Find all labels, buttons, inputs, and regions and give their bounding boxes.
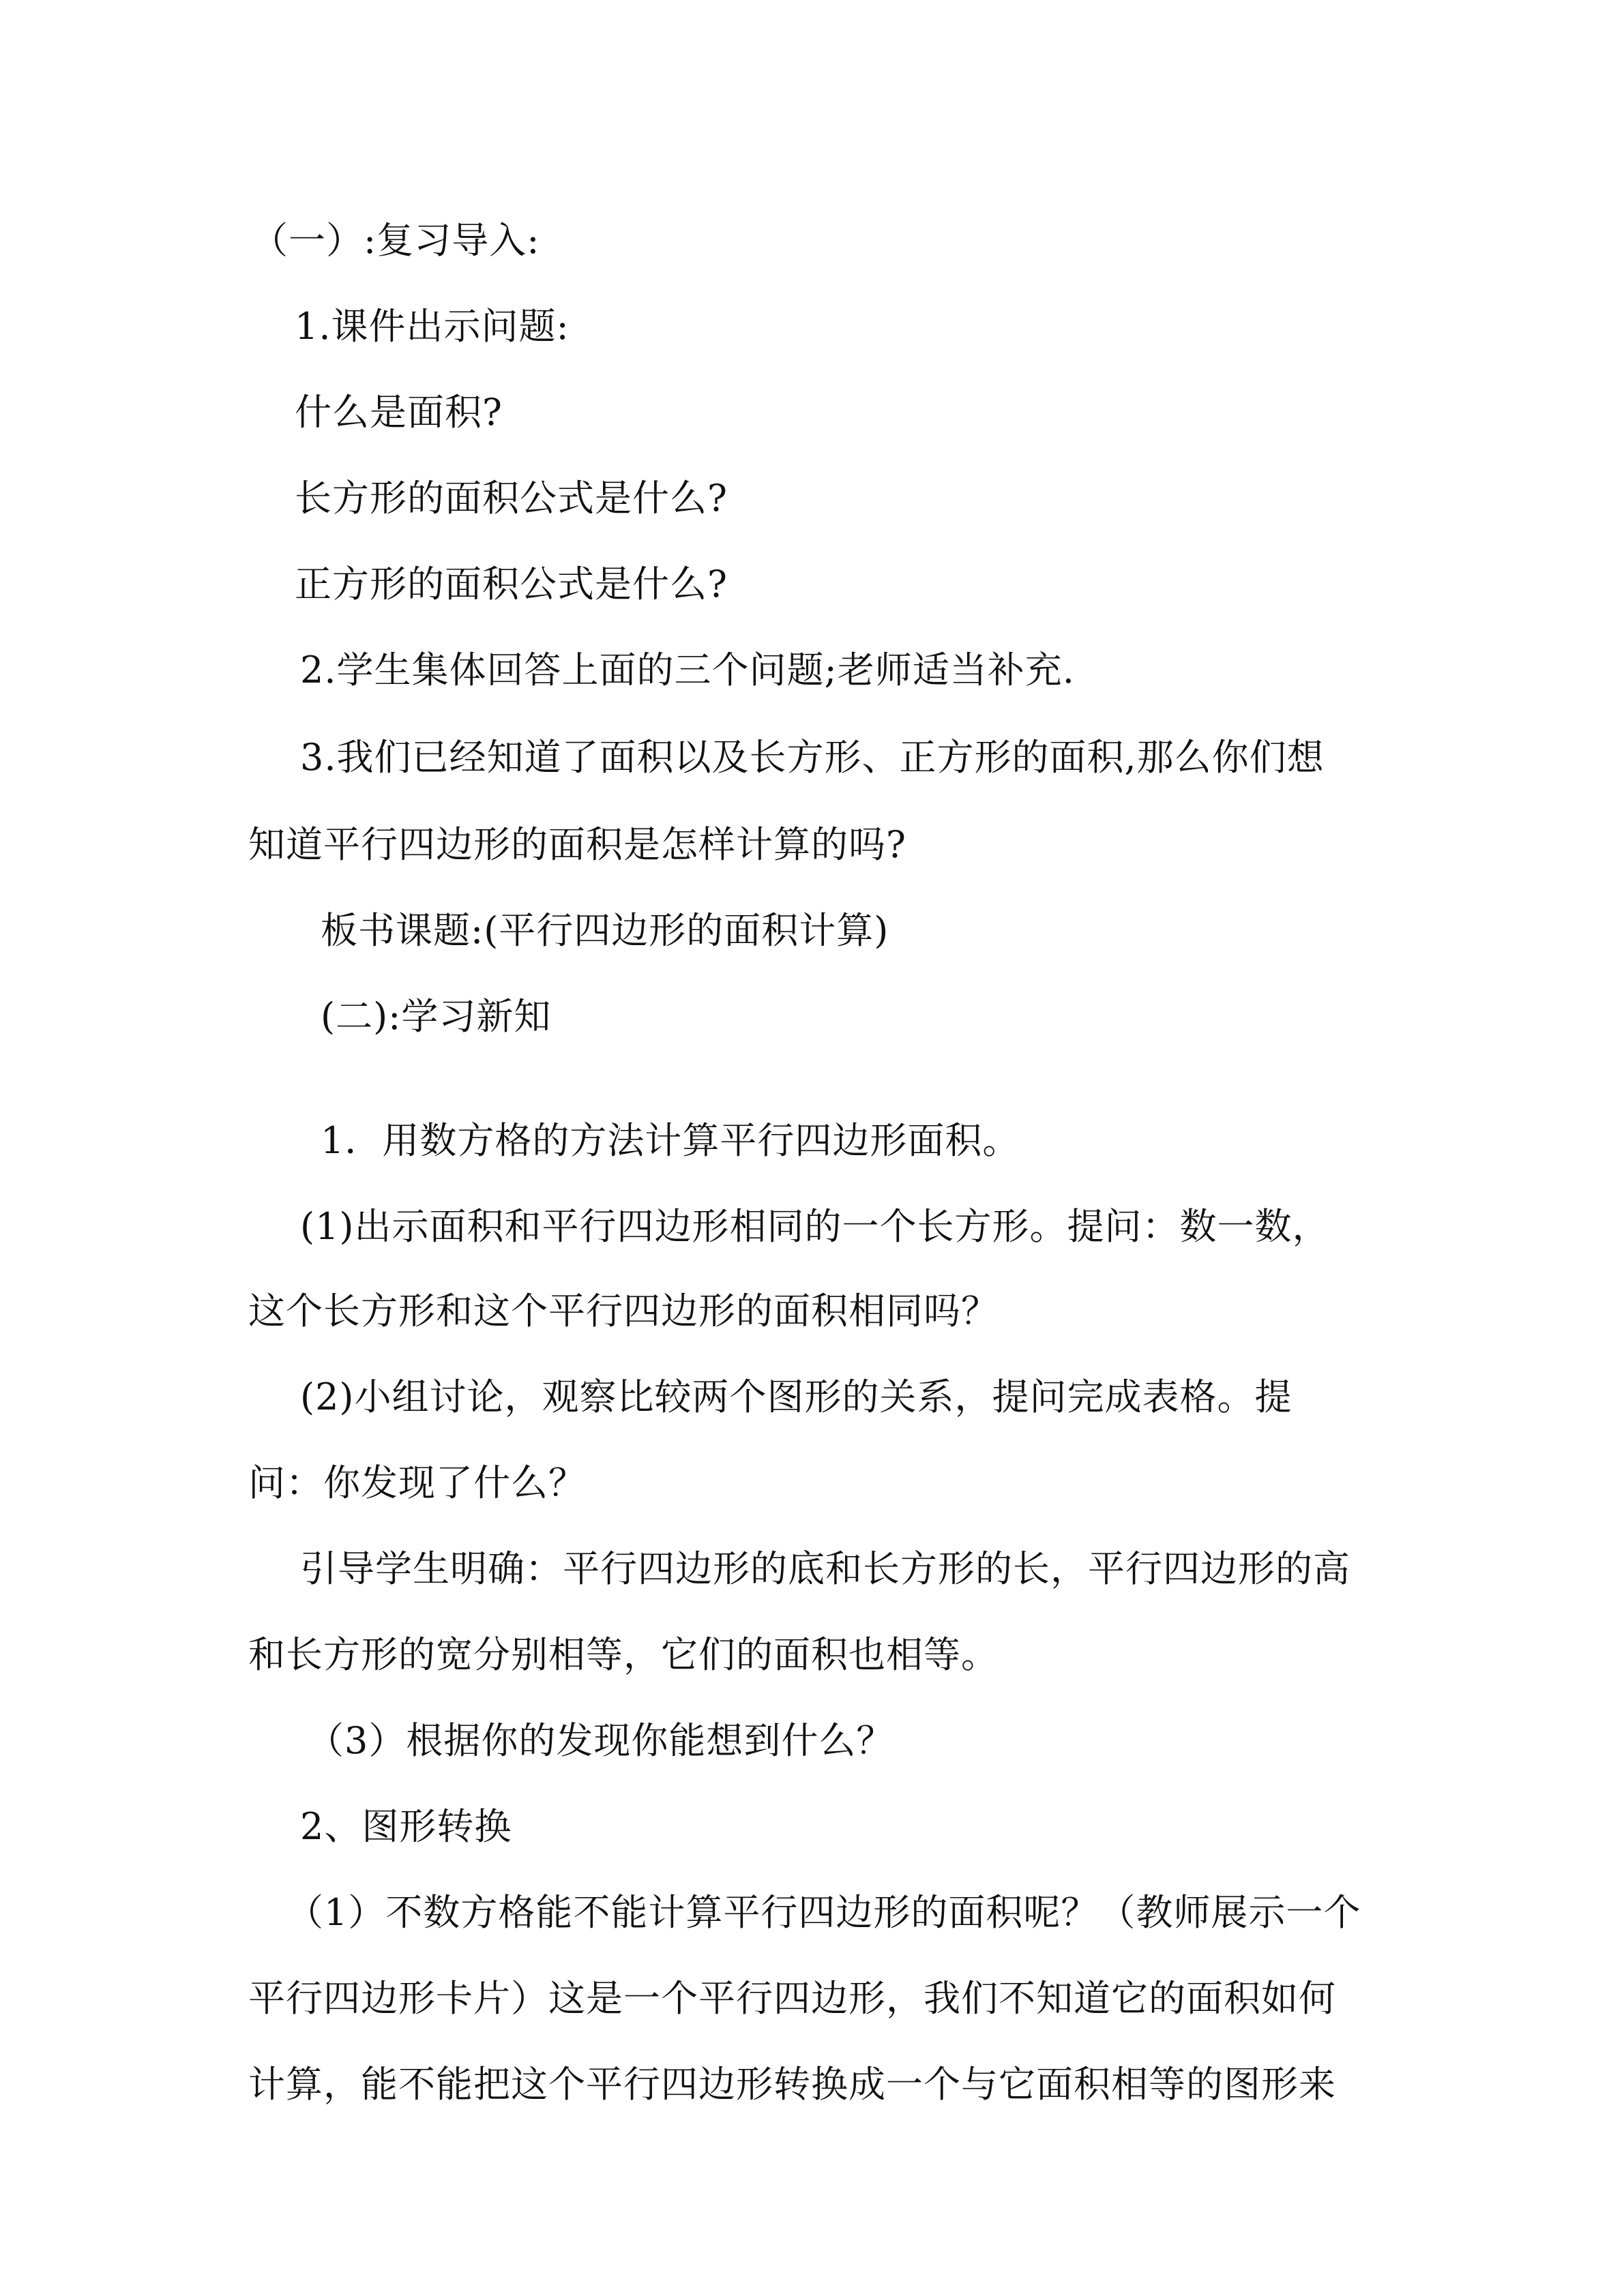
paragraph-guide: 引导学生明确：平行四边形的底和长方形的长，平行四边形的高 xyxy=(300,1547,1350,1590)
section-heading-review: （一）:复习导入: xyxy=(251,219,540,262)
paragraph-line: 问：你发现了什么？ xyxy=(248,1461,586,1504)
sub-item-2: (2)小组讨论，观察比较两个图形的关系，提问完成表格。提 xyxy=(300,1375,1293,1418)
item-introduce-topic: 3.我们已经知道了面积以及长方形、正方形的面积,那么你们想 xyxy=(300,736,1325,779)
paragraph-line: 这个长方形和这个平行四边形的面积相同吗？ xyxy=(248,1289,999,1332)
board-title: 板书课题:(平行四边形的面积计算) xyxy=(321,909,889,952)
question-rectangle-formula: 长方形的面积公式是什么? xyxy=(295,477,728,520)
paragraph-line: 和长方形的宽分别相等，它们的面积也相等。 xyxy=(248,1633,999,1676)
item-students-answer: 2.学生集体回答上面的三个问题;老师适当补充. xyxy=(300,648,1075,691)
paragraph-line: 平行四边形卡片）这是一个平行四边形，我们不知道它的面积如何 xyxy=(248,1977,1336,2020)
item-courseware-questions: 1.课件出示问题: xyxy=(295,305,570,348)
sub-item-3: （3）根据你的发现你能想到什么？ xyxy=(307,1719,894,1762)
section-heading-new-learning: (二):学习新知 xyxy=(321,995,552,1038)
paragraph-line: 知道平行四边形的面积是怎样计算的吗? xyxy=(248,823,906,866)
item-count-squares: 1．用数方格的方法计算平行四边形面积。 xyxy=(321,1119,1020,1162)
sub-item-1: (1)出示面积和平行四边形相同的一个长方形。提问：数一数， xyxy=(300,1205,1330,1248)
question-square-formula: 正方形的面积公式是什么? xyxy=(295,563,728,606)
sub-item-conversion-1: （1）不数方格能不能计算平行四边形的面积呢？（教师展示一个 xyxy=(286,1891,1361,1934)
question-what-is-area: 什么是面积? xyxy=(295,391,503,434)
item-shape-conversion: 2、图形转换 xyxy=(300,1805,512,1848)
paragraph-line: 计算，能不能把这个平行四边形转换成一个与它面积相等的图形来 xyxy=(248,2063,1336,2106)
